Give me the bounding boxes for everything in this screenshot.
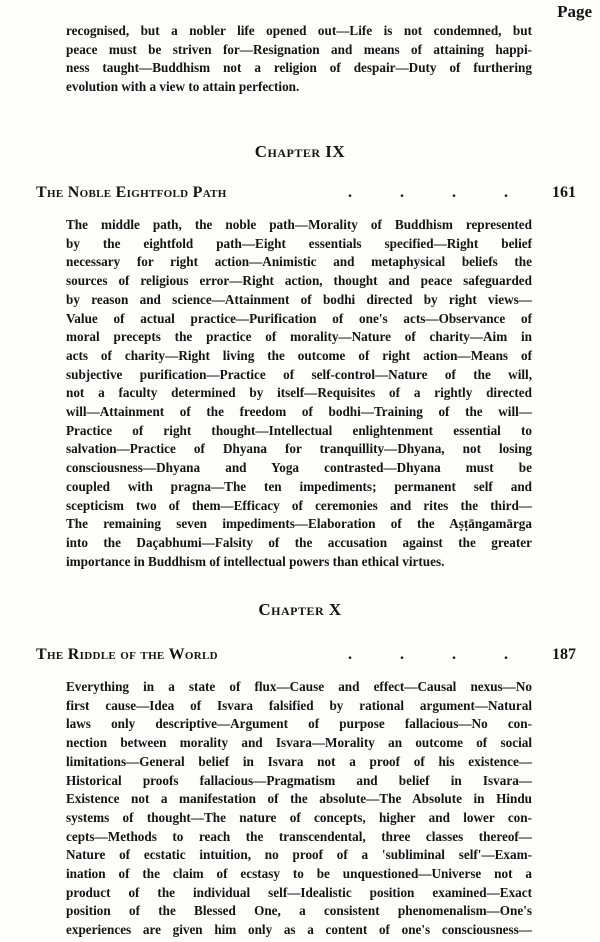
text-line: Practice of right thought—Intellectual enlightenment essential to [66,422,532,438]
text-line: ness taught—Buddhism not a religion of despair—Duty of furthering [66,60,532,76]
text-line: will—Attainment of the freedom of bodhi—Training of the will— [66,404,532,420]
text-line: by the eightfold path—Eight essentials specified—Right belief [66,235,532,251]
toc-entry [36,646,576,668]
text-line: systems of thought—The nature of concepts, higher and lower con- [66,809,532,825]
chapter-heading: Chapter IX [254,142,346,161]
text-line: not a faculty determined by itself—Requisites of a rightly directed [66,385,532,401]
chapter-title: The Noble Eightfold Path [36,184,227,201]
text-line: first cause—Idea of Isvara falsified by rational argument—Natural [66,697,532,713]
text-line: subjective purification—Practice of self-control—Nature of the will, [66,366,532,382]
text-line: limitations—General belief in Isvara not a proof of his existence— [66,753,532,769]
text-line: The middle path, the noble path—Morality of Buddhism represented [66,217,532,232]
toc-entry [36,184,576,206]
text-line: experiences are given him only as a content of one's consciousness— [66,922,532,938]
text-line: cepts—Methods to reach the transcendental, three classes thereof— [66,828,532,844]
text-line: acts of charity—Right living the outcome of right action—Means of [66,347,532,363]
text-line: recognised, but a nobler life opened out—Life is not condemned, but [66,23,532,38]
text-line: into the Daçabhumi—Falsity of the accusation against the greater [66,534,532,550]
text-line: Nature of ecstatic intuition, no proof of a 'subliminal self'—Exam- [66,847,532,863]
page-column-label: Page [557,2,592,21]
intro-paragraph [66,22,532,97]
text-line: importance in Buddhism of intellectual powers than ethical virtues. [66,553,445,569]
text-line: product of the individual self—Idealistic position examined—Exact [66,884,532,900]
chapter-heading: Chapter X [258,600,342,619]
text-line: position of the Blessed One, a consistent phenomenalism—One's [66,903,532,919]
text-line: Historical proofs fallacious—Pragmatism and belief in Isvara— [66,772,532,788]
text-line: consciousness—Dhyana and Yoga contrasted—Dhyana must be [66,460,532,476]
text-line: necessary for right action—Animistic and metaphysical beliefs the [66,254,532,270]
text-line: Existence not a manifestation of the absolute—The Absolute in Hindu [66,791,532,807]
text-line: nection between morality and Isvara—Morality an outcome of social [66,735,532,751]
text-line: coupled with pragna—The ten impediments; permanent self and [66,478,532,494]
text-line: evolution with a view to attain perfection. [66,79,300,95]
text-line: laws only descriptive—Argument of purpose fallacious—No con- [66,716,532,732]
chapter-summary [66,678,532,940]
text-line: moral precepts the practice of morality—Nature of charity—Aim in [66,329,532,345]
text-line: sources of religious error—Right action, thought and peace safeguarded [66,273,532,289]
text-line: The remaining seven impediments—Elaboration of the Aṣṭāngamārga [66,516,532,532]
text-line: peace must be striven for—Resignation and means of attaining happi- [66,41,532,57]
text-line: salvation—Practice of Dhyana for tranquillity—Dhyana, not losing [66,441,532,457]
text-line: Value of actual practice—Purification of one's acts—Observance of [66,310,532,326]
leader-dots: . . . . [348,646,530,663]
text-line: ination of the claim of ecstasy to be unquestioned—Universe not a [66,866,532,882]
chapter-summary [66,216,532,571]
page-number: 161 [552,184,576,201]
chapter-title: The Riddle of the World [36,646,218,663]
text-line: Everything in a state of flux—Cause and effect—Causal nexus—No [66,679,532,694]
text-line: by reason and science—Attainment of bodhi directed by right views— [66,291,532,307]
leader-dots: . . . . [348,184,530,201]
page-number: 187 [552,646,576,663]
text-line: scepticism two of them—Efficacy of ceremonies and rites the third— [66,497,532,513]
